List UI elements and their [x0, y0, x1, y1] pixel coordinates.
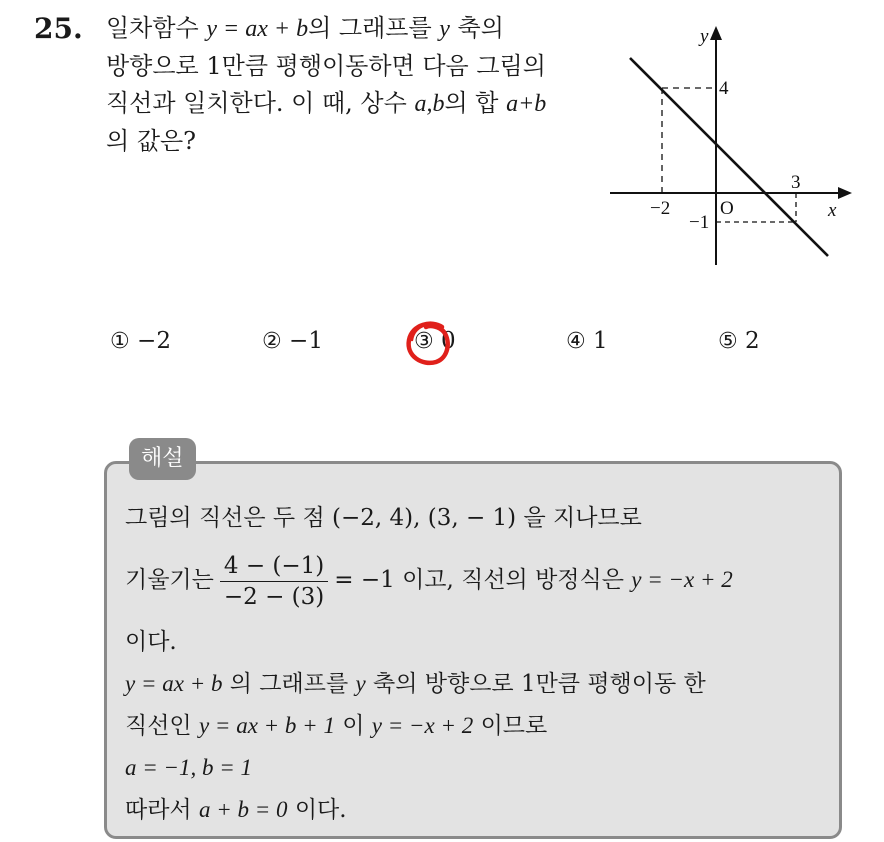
solution-line-1: 그림의 직선은 두 점 (−2, 4), (3, − 1) 을 지나므로 [125, 505, 642, 531]
math-a-b: a,b [414, 91, 445, 117]
slope-fraction [220, 551, 328, 612]
solution-tag: 해설 [129, 438, 196, 480]
choice-2[interactable] [262, 328, 323, 354]
tick-label-3: 3 [791, 172, 801, 193]
fraction-denominator: −2 − (3) [223, 583, 325, 610]
choice-4[interactable] [566, 328, 608, 354]
math-y-ax-b: y = ax + b [206, 16, 309, 42]
tick-label-4: 4 [719, 78, 729, 99]
choice-4-value: 1 [593, 328, 608, 354]
y-axis-label: y [700, 26, 709, 47]
tick-label-neg1: −1 [689, 212, 710, 233]
solution-line-6: a = −1, b = 1 [125, 755, 253, 780]
line-equation: y = −x + 2 [631, 567, 733, 592]
question-number: 25. [34, 12, 83, 45]
x-axis-arrow [838, 187, 852, 199]
fraction-numerator: 4 − (−1) [220, 551, 328, 582]
choice-3-value: 0 [441, 328, 456, 354]
choice-3-symbol: ③ [414, 329, 434, 354]
choice-1-symbol: ① [110, 329, 130, 354]
choice-5-value: 2 [745, 328, 760, 354]
solution-line-3: 이다. [125, 629, 177, 655]
choice-2-symbol: ② [262, 329, 282, 354]
question-line-3: 직선과 일치한다. 이 때, 상수 a,b의 합 a+b [106, 89, 547, 117]
solution-line-5: 직선인 y = ax + b + 1 이 y = −x + 2 이므로 [125, 713, 548, 739]
question-line-4: 의 값은? [106, 127, 197, 155]
x-axis-label: x [828, 200, 837, 221]
math-y: y [439, 16, 450, 42]
question-text [106, 10, 596, 160]
solution-line-4: y = ax + b 의 그래프를 y 축의 방향으로 1만큼 평행이동 한 [125, 671, 706, 697]
choice-2-value: −1 [289, 328, 323, 354]
choice-1[interactable] [110, 328, 171, 354]
graph-line [630, 58, 828, 256]
origin-label: O [720, 198, 734, 219]
math-a-plus-b: a+b [506, 91, 547, 117]
line-graph [600, 20, 860, 270]
question-line-2: 방향으로 1만큼 평행이동하면 다음 그림의 [106, 52, 546, 80]
choice-4-symbol: ④ [566, 329, 586, 354]
choice-5[interactable] [718, 328, 760, 354]
tick-label-neg2: −2 [650, 198, 671, 219]
answer-circle-mark [404, 318, 454, 368]
solution-line-7: 따라서 a + b = 0 이다. [125, 797, 347, 823]
solution-content [125, 497, 845, 831]
question-line-1: 일차함수 y = ax + b의 그래프를 y 축의 [106, 14, 504, 42]
choice-5-symbol: ⑤ [718, 329, 738, 354]
choice-1-value: −2 [137, 328, 171, 354]
solution-line-2: 기울기는 $\frac{4 - (-1)}{-2 - (3)}$ = −1 이고, 직선의 방정식은 y = −x + 2 [125, 552, 733, 610]
y-axis-arrow [710, 26, 722, 40]
